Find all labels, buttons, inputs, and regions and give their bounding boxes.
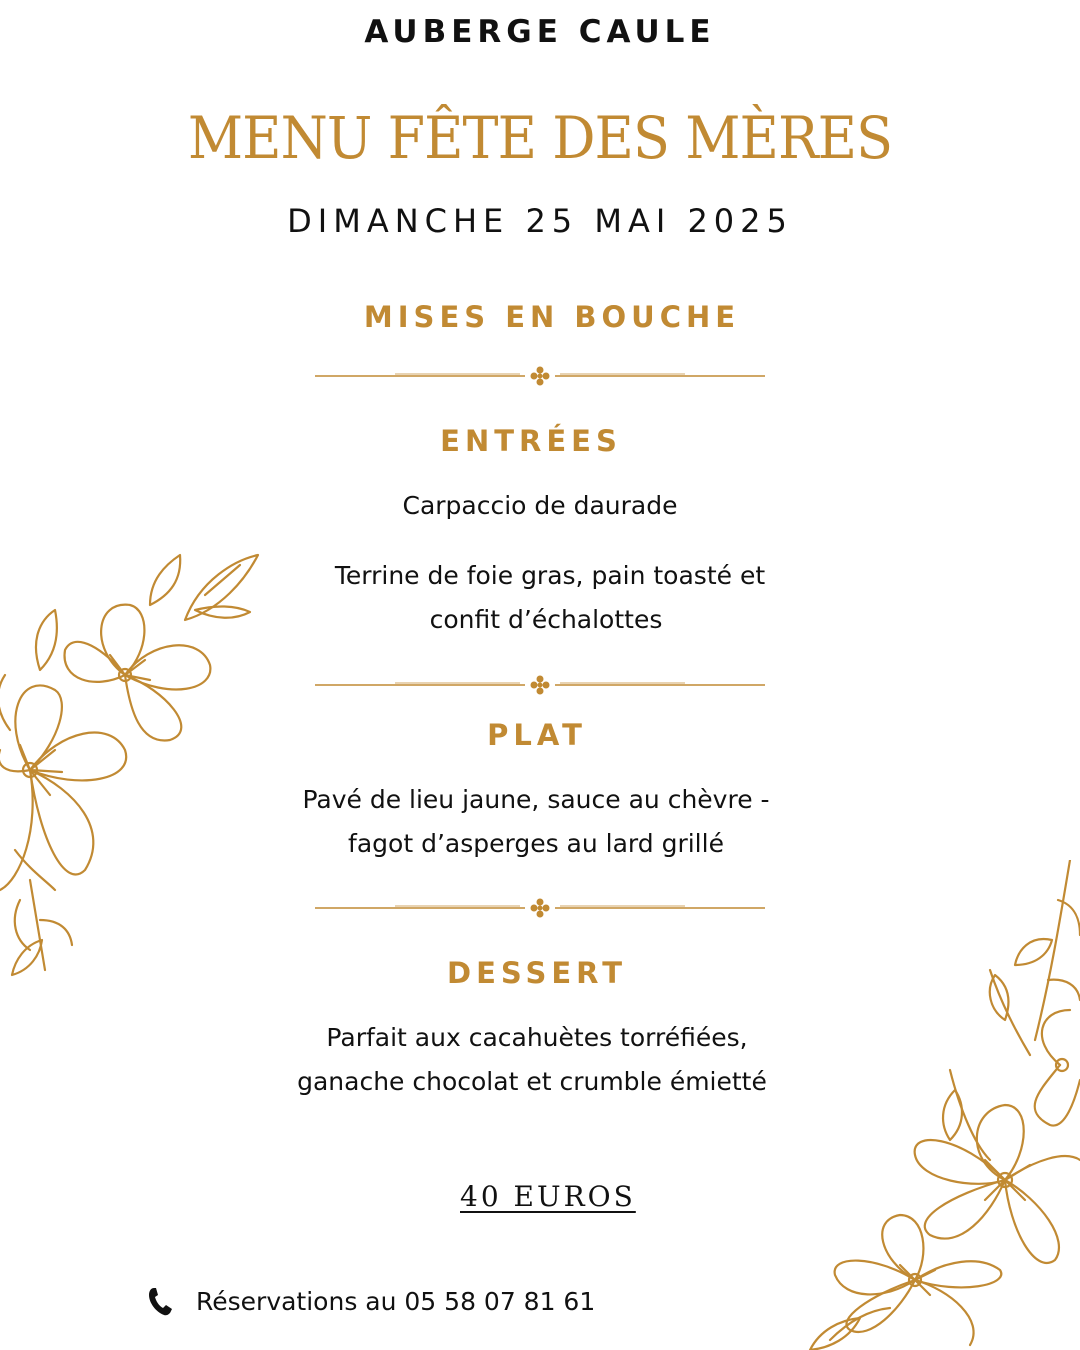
ornamental-divider [315,898,765,918]
menu-date: DIMANCHE 25 MAI 2025 [287,202,793,240]
menu-item: ganache chocolat et crumble émietté [297,1067,767,1096]
section-title-entrees: ENTRÉES [440,424,622,458]
menu-item: Parfait aux cacahuètes torréfiées, [326,1023,748,1052]
menu-item: confit d’échalottes [429,605,663,634]
ornamental-divider [315,675,765,695]
reservation-line [148,1286,595,1316]
floral-illustration-right [790,860,1080,1350]
menu-item: Terrine de foie gras, pain toasté et [334,561,766,590]
ornamental-divider [315,366,765,386]
section-title-dessert: DESSERT [447,956,627,990]
menu-title: MENU FÊTE DES MÈRES [187,104,893,172]
menu-price: 40 EUROS [460,1180,636,1213]
reservation-text: Réservations au 05 58 07 81 61 [196,1286,596,1316]
menu-item: Carpaccio de daurade [402,491,678,520]
section-title-plat: PLAT [487,718,587,752]
section-title-mises-en-bouche: MISES EN BOUCHE [363,300,741,334]
menu-item: fagot d’asperges au lard grillé [348,829,724,858]
restaurant-name: AUBERGE CAULE [364,14,716,50]
phone-icon [148,1286,174,1316]
menu-item: Pavé de lieu jaune, sauce au chèvre - [302,785,770,814]
